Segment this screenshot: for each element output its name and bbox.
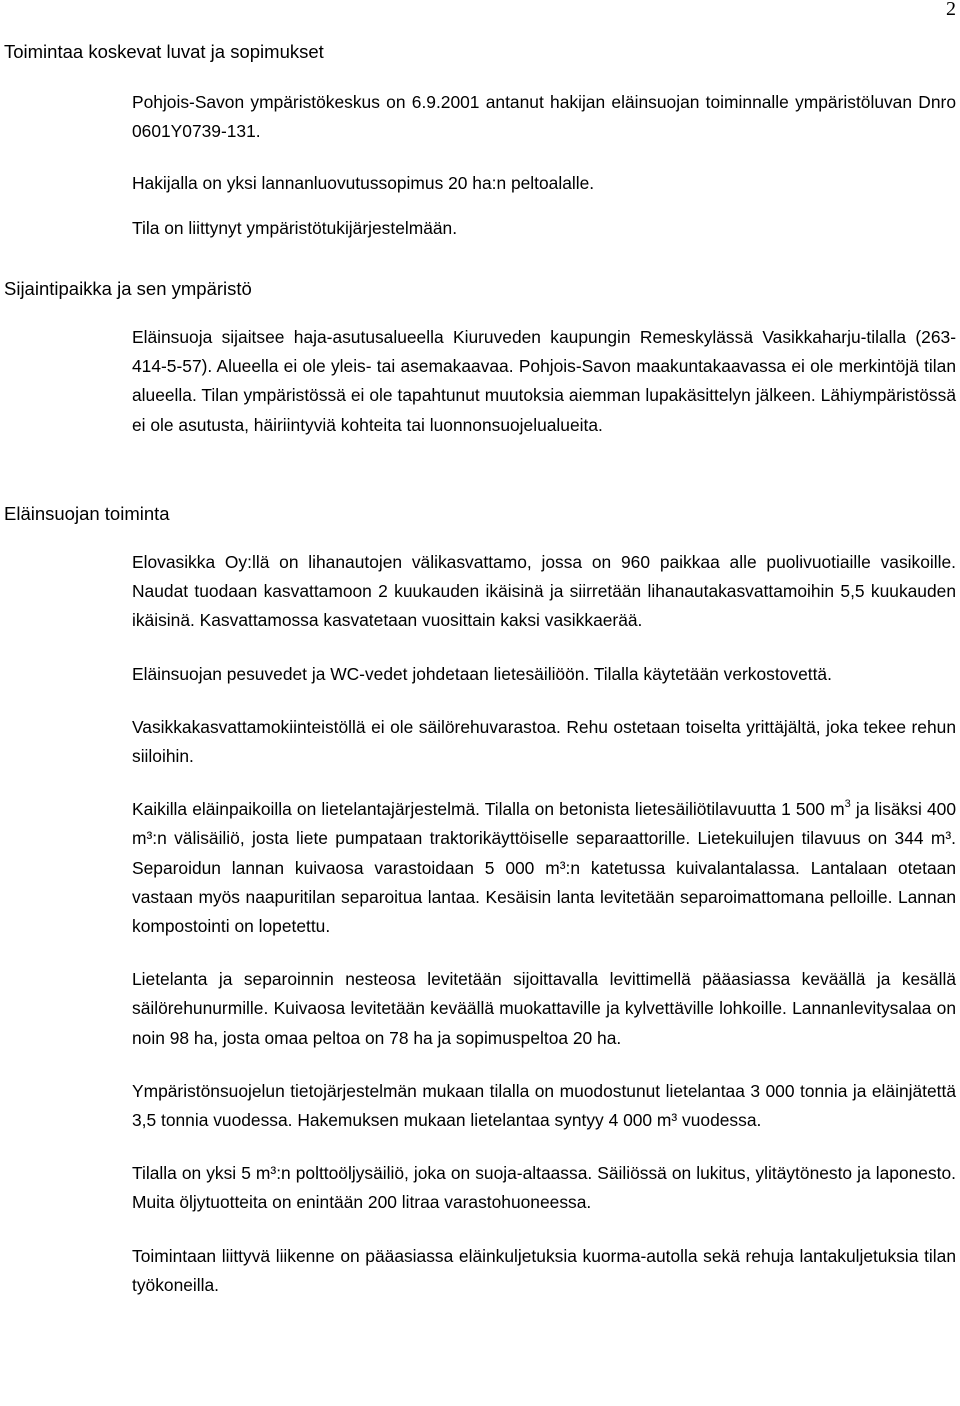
section-heading-location: Sijaintipaikka ja sen ympäristö bbox=[4, 278, 252, 299]
paragraph: Eläinsuoja sijaitsee haja-asutusalueella Kiuruveden kaupungin Remeskylässä Vasikkaharju-tilalla (263-414-5-57). Alueella ei ole yleis- tai asemakaavaa. Pohjois-Savon maakuntakaavassa ei ole merkintöjä tilan alueella. Tilan ympäristössä ei ole tapahtunut muutoksia aiemman lupakäsittelyn jälkeen. Lähiympäristössä ei ole asutusta, häiriintyviä kohteita tai luonnonsuojelualueita. bbox=[132, 327, 956, 435]
permits-body bbox=[132, 88, 956, 243]
paragraph: Toimintaan liittyvä liikenne on pääasiassa eläinkuljetuksia kuorma-autolla sekä rehuja lantakuljetuksia tilan työkoneilla. bbox=[132, 1245, 956, 1295]
operation-body bbox=[132, 548, 956, 1300]
paragraph: Lietelanta ja separoinnin nesteosa levitetään sijoittavalla levittimellä pääasiassa keväällä ja kesällä säilörehunurmille. Kuivaosa levitetään keväällä muokattaville ja kylvettäville lohkoille. Lannanlevitysalaa on noin 98 ha, josta omaa peltoa on 78 ha ja sopimuspeltoa 20 ha. bbox=[132, 969, 956, 1048]
paragraph: Tilalla on yksi 5 m³:n polttoöljysäiliö, joka on suoja-altaassa. Säiliössä on lukitus, ylitäytönesto ja laponesto. Muita öljytuotteita on enintään 200 litraa varastohuoneessa. bbox=[132, 1163, 956, 1213]
paragraph: Vasikkakasvattamokiinteistöllä ei ole säilörehuvarastoa. Rehu ostetaan toiselta yrittäjältä, joka tekee rehun siiloihin. bbox=[132, 716, 956, 767]
section-heading-permits: Toimintaa koskevat luvat ja sopimukset bbox=[4, 41, 324, 62]
location-body bbox=[132, 323, 956, 440]
paragraph: Eläinsuojan pesuvedet ja WC-vedet johdetaan lietesäiliöön. Tilalla käytetään verkostovettä. bbox=[132, 663, 832, 684]
paragraph: Ympäristönsuojelun tietojärjestelmän mukaan tilalla on muodostunut lietelantaa 3 000 tonnia ja eläinjätettä 3,5 tonnia vuodessa. Hakemuksen mukaan lietelantaa syntyy 4 000 m³ vuodessa. bbox=[132, 1080, 956, 1131]
paragraph-text: Kaikilla eläinpaikoilla on lietelantajärjestelmä. Tilalla on betonista lietesäiliötilavuutta 1 500 m bbox=[132, 799, 845, 820]
paragraph: Pohjois-Savon ympäristökeskus on 6.9.2001 antanut hakijan eläinsuojan toiminnalle ympäristöluvan Dnro 0601Y0739-131. bbox=[132, 92, 956, 142]
paragraph: Hakijalla on yksi lannanluovutussopimus 20 ha:n peltoalalle. bbox=[132, 173, 595, 194]
page-number: 2 bbox=[946, 0, 956, 20]
paragraph-text: ja lisäksi 400 m³:n välisäiliö, josta liete pumpataan traktorikäyttöiselle separaattorille. Lietekuilujen tilavuus on 344 m³. Separoidun lannan kuivaosa varastoidaan 5 000 m³:n katetussa kuivalantalassa. Lantalaan otetaan vastaan myös naapuritilan separoitua lantaa. Kesäisin lanta levitetään separoimattomana pelloille. Lannan kompostointi on lopetettu. bbox=[132, 799, 956, 937]
slurry-paragraph bbox=[132, 795, 956, 941]
superscript: 3 bbox=[844, 798, 851, 811]
paragraph: Tila on liittynyt ympäristötukijärjestelmään. bbox=[132, 217, 458, 238]
paragraph: Elovasikka Oy:llä on lihanautojen välikasvattamo, jossa on 960 paikkaa alle puolivuotiaille vasikoille. Naudat tuodaan kasvattamoon 2 kuukauden ikäisinä ja siirretään lihanautakasvattamoihin 5,5 kuukauden ikäisinä. Kasvattamossa kasvatetaan vuosittain kaksi vasikkaerää. bbox=[132, 552, 956, 631]
section-heading-operation: Eläinsuojan toiminta bbox=[4, 503, 170, 524]
